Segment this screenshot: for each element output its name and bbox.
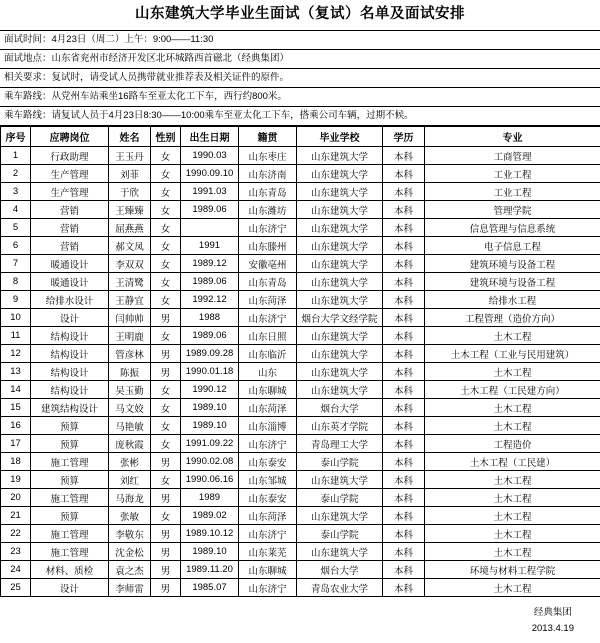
cell-major: 电子信息工程 <box>425 237 600 255</box>
column-header-major: 专业 <box>425 127 600 147</box>
cell-gender: 女 <box>151 291 181 309</box>
cell-school: 山东建筑大学 <box>297 273 383 291</box>
cell-name: 沈金松 <box>109 543 151 561</box>
cell-birthdate: 1990.12 <box>181 381 239 399</box>
cell-school: 山东建筑大学 <box>297 255 383 273</box>
cell-school: 山东建筑大学 <box>297 201 383 219</box>
cell-name: 马艳敏 <box>109 417 151 435</box>
table-row <box>1 309 600 327</box>
cell-name: 闫帅帅 <box>109 309 151 327</box>
column-header-school: 毕业学校 <box>297 127 383 147</box>
cell-index: 8 <box>1 273 31 291</box>
cell-major: 土木工程 <box>425 525 600 543</box>
cell-index: 5 <box>1 219 31 237</box>
cell-school: 山东建筑大学 <box>297 381 383 399</box>
cell-degree: 本科 <box>383 453 425 471</box>
cell-degree: 本科 <box>383 399 425 417</box>
cell-degree: 本科 <box>383 309 425 327</box>
cell-index: 7 <box>1 255 31 273</box>
cell-name: 郝文凤 <box>109 237 151 255</box>
cell-degree: 本科 <box>383 165 425 183</box>
cell-major: 信息管理与信息系统 <box>425 219 600 237</box>
cell-name: 王臻臻 <box>109 201 151 219</box>
cell-degree: 本科 <box>383 561 425 579</box>
cell-degree: 本科 <box>383 507 425 525</box>
cell-major: 工程造价 <box>425 435 600 453</box>
cell-gender: 女 <box>151 381 181 399</box>
cell-birthdate: 1989.09.28 <box>181 345 239 363</box>
cell-school: 泰山学院 <box>297 453 383 471</box>
cell-school: 山东建筑大学 <box>297 237 383 255</box>
cell-hometown: 山东聊城 <box>239 561 297 579</box>
table-row <box>1 507 600 525</box>
cell-hometown: 山东济宁 <box>239 309 297 327</box>
cell-birthdate: 1989.06 <box>181 201 239 219</box>
cell-name: 王静宜 <box>109 291 151 309</box>
cell-position: 生产管理 <box>31 183 109 201</box>
note-row: 乘车路线：请复试人员于4月23日8:30——10:00乘车至亚太化工下车，搭乘公司车辆，过期不候。 <box>0 107 600 125</box>
table-row <box>1 381 600 399</box>
table-row <box>1 453 600 471</box>
cell-position: 施工管理 <box>31 525 109 543</box>
table-row <box>1 471 600 489</box>
cell-index: 2 <box>1 165 31 183</box>
cell-position: 营销 <box>31 237 109 255</box>
cell-school: 山东建筑大学 <box>297 219 383 237</box>
table-row <box>1 345 600 363</box>
cell-hometown: 山东济南 <box>239 165 297 183</box>
cell-position: 设计 <box>31 309 109 327</box>
table-row <box>1 219 600 237</box>
cell-gender: 女 <box>151 147 181 165</box>
cell-major: 土木工程（工业与民用建筑） <box>425 345 600 363</box>
cell-name: 李师雷 <box>109 579 151 597</box>
cell-hometown: 山东滕州 <box>239 237 297 255</box>
cell-birthdate: 1985.07 <box>181 579 239 597</box>
cell-birthdate: 1991.09.22 <box>181 435 239 453</box>
cell-hometown: 山东菏泽 <box>239 507 297 525</box>
cell-degree: 本科 <box>383 201 425 219</box>
cell-school: 山东建筑大学 <box>297 345 383 363</box>
cell-position: 结构设计 <box>31 381 109 399</box>
company-name: 经典集团 <box>532 605 574 620</box>
cell-birthdate: 1990.03 <box>181 147 239 165</box>
cell-position: 结构设计 <box>31 363 109 381</box>
cell-name: 王明鹿 <box>109 327 151 345</box>
cell-gender: 女 <box>151 399 181 417</box>
cell-major: 土木工程 <box>425 471 600 489</box>
cell-index: 14 <box>1 381 31 399</box>
cell-hometown: 山东日照 <box>239 327 297 345</box>
cell-name: 王清鹭 <box>109 273 151 291</box>
cell-degree: 本科 <box>383 255 425 273</box>
cell-birthdate: 1990.06.16 <box>181 471 239 489</box>
cell-index: 23 <box>1 543 31 561</box>
notes-block <box>0 30 600 126</box>
column-header-position: 应聘岗位 <box>31 127 109 147</box>
cell-index: 20 <box>1 489 31 507</box>
table-row <box>1 363 600 381</box>
cell-index: 24 <box>1 561 31 579</box>
cell-position: 给排水设计 <box>31 291 109 309</box>
cell-birthdate: 1989.12 <box>181 255 239 273</box>
cell-name: 于欣 <box>109 183 151 201</box>
cell-school: 泰山学院 <box>297 525 383 543</box>
cell-name: 张敏 <box>109 507 151 525</box>
cell-school: 烟台大学 <box>297 561 383 579</box>
cell-index: 11 <box>1 327 31 345</box>
page-title: 山东建筑大学毕业生面试（复试）名单及面试安排 <box>0 0 600 30</box>
cell-gender: 女 <box>151 255 181 273</box>
cell-birthdate: 1989.10.12 <box>181 525 239 543</box>
cell-index: 19 <box>1 471 31 489</box>
cell-gender: 女 <box>151 435 181 453</box>
cell-major: 土木工程（工民建方向） <box>425 381 600 399</box>
cell-gender: 男 <box>151 309 181 327</box>
cell-name: 庞秋霞 <box>109 435 151 453</box>
cell-major: 给排水工程 <box>425 291 600 309</box>
cell-index: 9 <box>1 291 31 309</box>
cell-position: 营销 <box>31 219 109 237</box>
cell-gender: 女 <box>151 165 181 183</box>
cell-gender: 男 <box>151 561 181 579</box>
column-header-hometown: 籍贯 <box>239 127 297 147</box>
cell-birthdate: 1989.10 <box>181 399 239 417</box>
cell-major: 工业工程 <box>425 165 600 183</box>
cell-degree: 本科 <box>383 219 425 237</box>
table-row <box>1 525 600 543</box>
cell-school: 山东建筑大学 <box>297 507 383 525</box>
cell-birthdate: 1990.02.08 <box>181 453 239 471</box>
cell-name: 陈振 <box>109 363 151 381</box>
cell-position: 预算 <box>31 435 109 453</box>
cell-index: 22 <box>1 525 31 543</box>
cell-hometown: 山东淄博 <box>239 417 297 435</box>
cell-position: 设计 <box>31 579 109 597</box>
cell-name: 刘红 <box>109 471 151 489</box>
candidates-table <box>0 126 600 597</box>
cell-degree: 本科 <box>383 471 425 489</box>
cell-birthdate: 1989.06 <box>181 327 239 345</box>
cell-birthdate: 1988 <box>181 309 239 327</box>
cell-index: 10 <box>1 309 31 327</box>
cell-hometown: 山东济宁 <box>239 219 297 237</box>
cell-hometown: 山东聊城 <box>239 381 297 399</box>
cell-birthdate: 1990.01.18 <box>181 363 239 381</box>
cell-index: 16 <box>1 417 31 435</box>
table-row <box>1 255 600 273</box>
cell-hometown: 山东莱芜 <box>239 543 297 561</box>
cell-school: 山东建筑大学 <box>297 165 383 183</box>
cell-position: 结构设计 <box>31 327 109 345</box>
cell-hometown: 山东泰安 <box>239 489 297 507</box>
cell-major: 土木工程 <box>425 579 600 597</box>
cell-name: 袁之杰 <box>109 561 151 579</box>
cell-birthdate: 1991.03 <box>181 183 239 201</box>
signature-block <box>532 605 574 635</box>
cell-index: 13 <box>1 363 31 381</box>
cell-degree: 本科 <box>383 489 425 507</box>
cell-name: 李敬东 <box>109 525 151 543</box>
table-header-row <box>1 127 600 147</box>
cell-school: 山东建筑大学 <box>297 183 383 201</box>
cell-gender: 女 <box>151 201 181 219</box>
table-row <box>1 417 600 435</box>
cell-name: 管彦林 <box>109 345 151 363</box>
table-row <box>1 237 600 255</box>
cell-school: 山东建筑大学 <box>297 363 383 381</box>
cell-index: 4 <box>1 201 31 219</box>
cell-position: 施工管理 <box>31 543 109 561</box>
cell-degree: 本科 <box>383 237 425 255</box>
cell-major: 土木工程 <box>425 399 600 417</box>
cell-gender: 女 <box>151 471 181 489</box>
cell-name: 屈燕燕 <box>109 219 151 237</box>
cell-index: 1 <box>1 147 31 165</box>
cell-degree: 本科 <box>383 417 425 435</box>
cell-hometown: 山东临沂 <box>239 345 297 363</box>
table-row <box>1 201 600 219</box>
cell-position: 结构设计 <box>31 345 109 363</box>
cell-index: 6 <box>1 237 31 255</box>
cell-gender: 女 <box>151 327 181 345</box>
cell-hometown: 山东青岛 <box>239 273 297 291</box>
cell-gender: 女 <box>151 273 181 291</box>
table-row <box>1 147 600 165</box>
cell-hometown: 山东济宁 <box>239 525 297 543</box>
cell-school: 山东建筑大学 <box>297 291 383 309</box>
cell-gender: 男 <box>151 579 181 597</box>
cell-gender: 男 <box>151 489 181 507</box>
cell-major: 土木工程 <box>425 327 600 345</box>
cell-hometown: 山东枣庄 <box>239 147 297 165</box>
cell-gender: 女 <box>151 417 181 435</box>
cell-birthdate: 1989.10 <box>181 543 239 561</box>
table-row <box>1 165 600 183</box>
table-row <box>1 561 600 579</box>
signature-date: 2013.4.19 <box>532 621 574 636</box>
table-row <box>1 183 600 201</box>
cell-degree: 本科 <box>383 525 425 543</box>
note-row: 面试地点：山东省兖州市经济开发区北环城路西首磁北（经典集团） <box>0 50 600 69</box>
table-row <box>1 399 600 417</box>
cell-degree: 本科 <box>383 435 425 453</box>
cell-name: 刘菲 <box>109 165 151 183</box>
cell-school: 泰山学院 <box>297 489 383 507</box>
cell-hometown: 安徽亳州 <box>239 255 297 273</box>
cell-major: 土木工程（工民建） <box>425 453 600 471</box>
table-row <box>1 327 600 345</box>
table-row <box>1 579 600 597</box>
cell-index: 3 <box>1 183 31 201</box>
cell-name: 王玉丹 <box>109 147 151 165</box>
cell-name: 马海龙 <box>109 489 151 507</box>
cell-hometown: 山东青岛 <box>239 183 297 201</box>
cell-major: 建筑环境与设备工程 <box>425 273 600 291</box>
cell-hometown: 山东菏泽 <box>239 291 297 309</box>
note-row: 面试时间：4月23日（周二）上午：9:00——11:30 <box>0 31 600 50</box>
table-row <box>1 489 600 507</box>
cell-birthdate: 1992.12 <box>181 291 239 309</box>
cell-school: 山东英才学院 <box>297 417 383 435</box>
cell-gender: 男 <box>151 363 181 381</box>
cell-degree: 本科 <box>383 327 425 345</box>
column-header-birthdate: 出生日期 <box>181 127 239 147</box>
cell-name: 李双双 <box>109 255 151 273</box>
cell-major: 土木工程 <box>425 543 600 561</box>
cell-hometown: 山东菏泽 <box>239 399 297 417</box>
cell-school: 青岛理工大学 <box>297 435 383 453</box>
cell-birthdate: 1989.10 <box>181 417 239 435</box>
cell-major: 土木工程 <box>425 363 600 381</box>
cell-degree: 本科 <box>383 183 425 201</box>
cell-degree: 本科 <box>383 273 425 291</box>
cell-major: 土木工程 <box>425 507 600 525</box>
column-header-name: 姓名 <box>109 127 151 147</box>
column-header-gender: 性别 <box>151 127 181 147</box>
cell-major: 建筑环境与设备工程 <box>425 255 600 273</box>
cell-gender: 男 <box>151 345 181 363</box>
cell-school: 烟台大学文经学院 <box>297 309 383 327</box>
column-header-degree: 学历 <box>383 127 425 147</box>
cell-index: 17 <box>1 435 31 453</box>
cell-major: 工程管理（造价方向） <box>425 309 600 327</box>
cell-index: 21 <box>1 507 31 525</box>
cell-degree: 本科 <box>383 381 425 399</box>
cell-school: 烟台大学 <box>297 399 383 417</box>
cell-major: 工业工程 <box>425 183 600 201</box>
cell-hometown: 山东潍坊 <box>239 201 297 219</box>
cell-school: 山东建筑大学 <box>297 543 383 561</box>
cell-hometown: 山东邹城 <box>239 471 297 489</box>
cell-position: 预算 <box>31 507 109 525</box>
document-footer <box>0 597 600 643</box>
table-row <box>1 543 600 561</box>
cell-hometown: 山东泰安 <box>239 453 297 471</box>
cell-major: 土木工程 <box>425 489 600 507</box>
cell-name: 吴玉勤 <box>109 381 151 399</box>
cell-birthdate: 1990.09.10 <box>181 165 239 183</box>
cell-degree: 本科 <box>383 543 425 561</box>
cell-gender: 女 <box>151 237 181 255</box>
cell-school: 青岛农业大学 <box>297 579 383 597</box>
cell-position: 暖通设计 <box>31 273 109 291</box>
cell-position: 预算 <box>31 417 109 435</box>
cell-gender: 女 <box>151 507 181 525</box>
cell-degree: 本科 <box>383 345 425 363</box>
cell-major: 管理学院 <box>425 201 600 219</box>
cell-gender: 男 <box>151 543 181 561</box>
cell-birthdate: 1989.11.20 <box>181 561 239 579</box>
cell-index: 15 <box>1 399 31 417</box>
cell-index: 12 <box>1 345 31 363</box>
cell-major: 环境与材料工程学院 <box>425 561 600 579</box>
cell-major: 工商管理 <box>425 147 600 165</box>
cell-major: 土木工程 <box>425 417 600 435</box>
cell-position: 生产管理 <box>31 165 109 183</box>
table-row <box>1 291 600 309</box>
column-header-index: 序号 <box>1 127 31 147</box>
cell-gender: 男 <box>151 525 181 543</box>
cell-position: 营销 <box>31 201 109 219</box>
cell-hometown: 山东济宁 <box>239 435 297 453</box>
table-row <box>1 273 600 291</box>
cell-degree: 本科 <box>383 579 425 597</box>
cell-birthdate <box>181 219 239 237</box>
cell-school: 山东建筑大学 <box>297 147 383 165</box>
cell-birthdate: 1989.06 <box>181 273 239 291</box>
cell-position: 建筑结构设计 <box>31 399 109 417</box>
cell-school: 山东建筑大学 <box>297 471 383 489</box>
cell-position: 材料、质检 <box>31 561 109 579</box>
cell-name: 马文姣 <box>109 399 151 417</box>
cell-position: 施工管理 <box>31 453 109 471</box>
note-row: 乘车路线：从党州车站乘坐16路车至亚太化工下车，西行约800米。 <box>0 88 600 107</box>
cell-index: 18 <box>1 453 31 471</box>
cell-index: 25 <box>1 579 31 597</box>
note-row: 相关要求：复试时，请受试人员携带就业推荐表及相关证件的原件。 <box>0 69 600 88</box>
cell-degree: 本科 <box>383 363 425 381</box>
cell-degree: 本科 <box>383 291 425 309</box>
cell-birthdate: 1989 <box>181 489 239 507</box>
cell-name: 张彬 <box>109 453 151 471</box>
cell-position: 暖通设计 <box>31 255 109 273</box>
cell-position: 预算 <box>31 471 109 489</box>
cell-position: 行政助理 <box>31 147 109 165</box>
table-row <box>1 435 600 453</box>
cell-hometown: 山东济宁 <box>239 579 297 597</box>
cell-hometown: 山东 <box>239 363 297 381</box>
cell-school: 山东建筑大学 <box>297 327 383 345</box>
cell-birthdate: 1989.02 <box>181 507 239 525</box>
cell-gender: 女 <box>151 219 181 237</box>
cell-position: 施工管理 <box>31 489 109 507</box>
cell-birthdate: 1991 <box>181 237 239 255</box>
cell-gender: 男 <box>151 453 181 471</box>
cell-gender: 女 <box>151 183 181 201</box>
cell-degree: 本科 <box>383 147 425 165</box>
